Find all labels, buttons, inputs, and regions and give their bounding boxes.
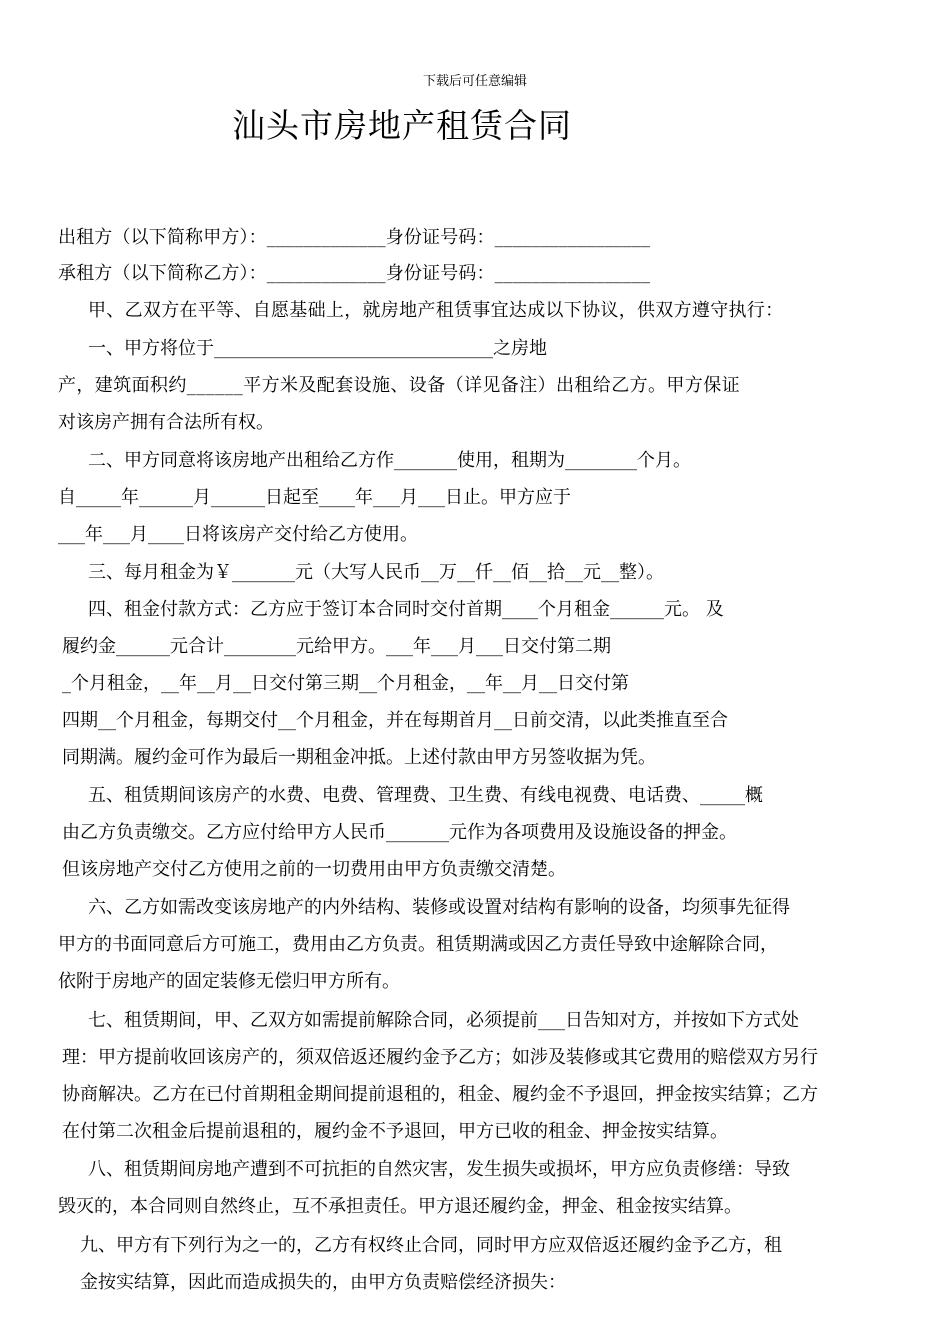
clause-5-line-2: 由乙方负责缴交。乙方应付给甲方人民币_______元作为各项费用及设施设备的押金。 (62, 822, 737, 843)
clause-7-line-3: 协商解决。乙方在已付首期租金期间提前退租的，租金、履约金不予退回，押金按实结算；乙方 (62, 1084, 818, 1105)
clause-6-line-1: 六、乙方如需改变该房地产的内外结构、装修或设置对结构有影响的设备，均须事先征得 (88, 897, 790, 918)
clause-1-line-3: 对该房产拥有合法所有权。 (58, 412, 274, 433)
document-title: 汕头市房地产租赁合同 (232, 106, 572, 145)
clause-9-line-2: 金按实结算，因此而造成损失的，由甲方负责赔偿经济损失： (80, 1272, 566, 1293)
clause-3-line-1: 三、每月租金为￥_______元（大写人民币__万__仟__佰__拾__元__整）。 (88, 562, 664, 583)
lessee-line: 承租方（以下简称乙方）：_____________身份证号码：_________________ (58, 263, 651, 284)
header-note: 下载后可任意编辑 (422, 74, 527, 89)
clause-4-line-2: 履约金______元合计________元给甲方。___年___月___日交付第二期 (62, 636, 611, 657)
clause-4-line-1: 四、租金付款方式：乙方应于签订本合同时交付首期____个月租金______元。 及 (88, 599, 724, 620)
clause-8-line-1: 八、租赁期间房地产遭到不可抗拒的自然灾害，发生损失或损坏，甲方应负责修缮：导致 (88, 1159, 790, 1180)
lessor-line: 出租方（以下简称甲方）：_____________身份证号码：_________________ (58, 227, 651, 248)
clause-5-line-3: 但该房地产交付乙方使用之前的一切费用由甲方负责缴交清楚。 (62, 859, 566, 880)
clause-2-line-3: ___年___月____日将该房产交付给乙方使用。 (58, 524, 418, 545)
clause-2-line-1: 二、甲方同意将该房地产出租给乙方作_______使用，租期为________个月。 (88, 450, 691, 471)
clause-2-line-2: 自_____年______月______日起至____年___月___日止。甲方应于 (58, 487, 571, 508)
clause-4-line-3: _个月租金，__年__月__日交付第三期__个月租金，__年__月__日交付第 (62, 673, 629, 694)
clause-7-line-1: 七、租赁期间，甲、乙双方如需提前解除合同，必须提前___日告知对方，并按如下方式处 (88, 1010, 799, 1031)
preamble-line: 甲、乙双方在平等、自愿基础上，就房地产租赁事宜达成以下协议，供双方遵守执行： (88, 300, 784, 321)
clause-4-line-4: 四期__个月租金，每期交付__个月租金，并在每期首月__日前交清，以此类推直至合 (62, 710, 728, 731)
clause-8-line-2: 毁灭的，本合同则自然终止，互不承担责任。甲方退还履约金，押金、租金按实结算。 (58, 1196, 742, 1217)
clause-5-line-1: 五、租赁期间该房产的水费、电费、管理费、卫生费、有线电视费、电话费、_____概 (88, 785, 763, 806)
clause-7-line-4: 在付第二次租金后提前退租的，履约金不予退回，甲方已收的租金、押金按实结算。 (62, 1121, 728, 1142)
clause-6-line-2: 甲方的书面同意后方可施工，费用由乙方负责。租赁期满或因乙方责任导致中途解除合同， (58, 934, 778, 955)
clause-6-line-3: 依附于房地产的固定装修无偿归甲方所有。 (58, 971, 400, 992)
clause-4-line-5: 同期满。履约金可作为最后一期租金冲抵。上述付款由甲方另签收据为凭。 (62, 747, 656, 768)
clause-1-line-1: 一、甲方将位于_______________________________之房地 (88, 338, 547, 359)
clause-7-line-2: 理：甲方提前收回该房产的，须双倍返还履约金予乙方；如涉及装修或其它费用的赔偿双方另行 (62, 1047, 818, 1068)
clause-1-line-2: 产，建筑面积约______平方米及配套设施、设备（详见备注）出租给乙方。甲方保证 (58, 375, 740, 396)
clause-9-line-1: 九、甲方有下列行为之一的，乙方有权终止合同，同时甲方应双倍返还履约金予乙方，租 (80, 1235, 782, 1256)
